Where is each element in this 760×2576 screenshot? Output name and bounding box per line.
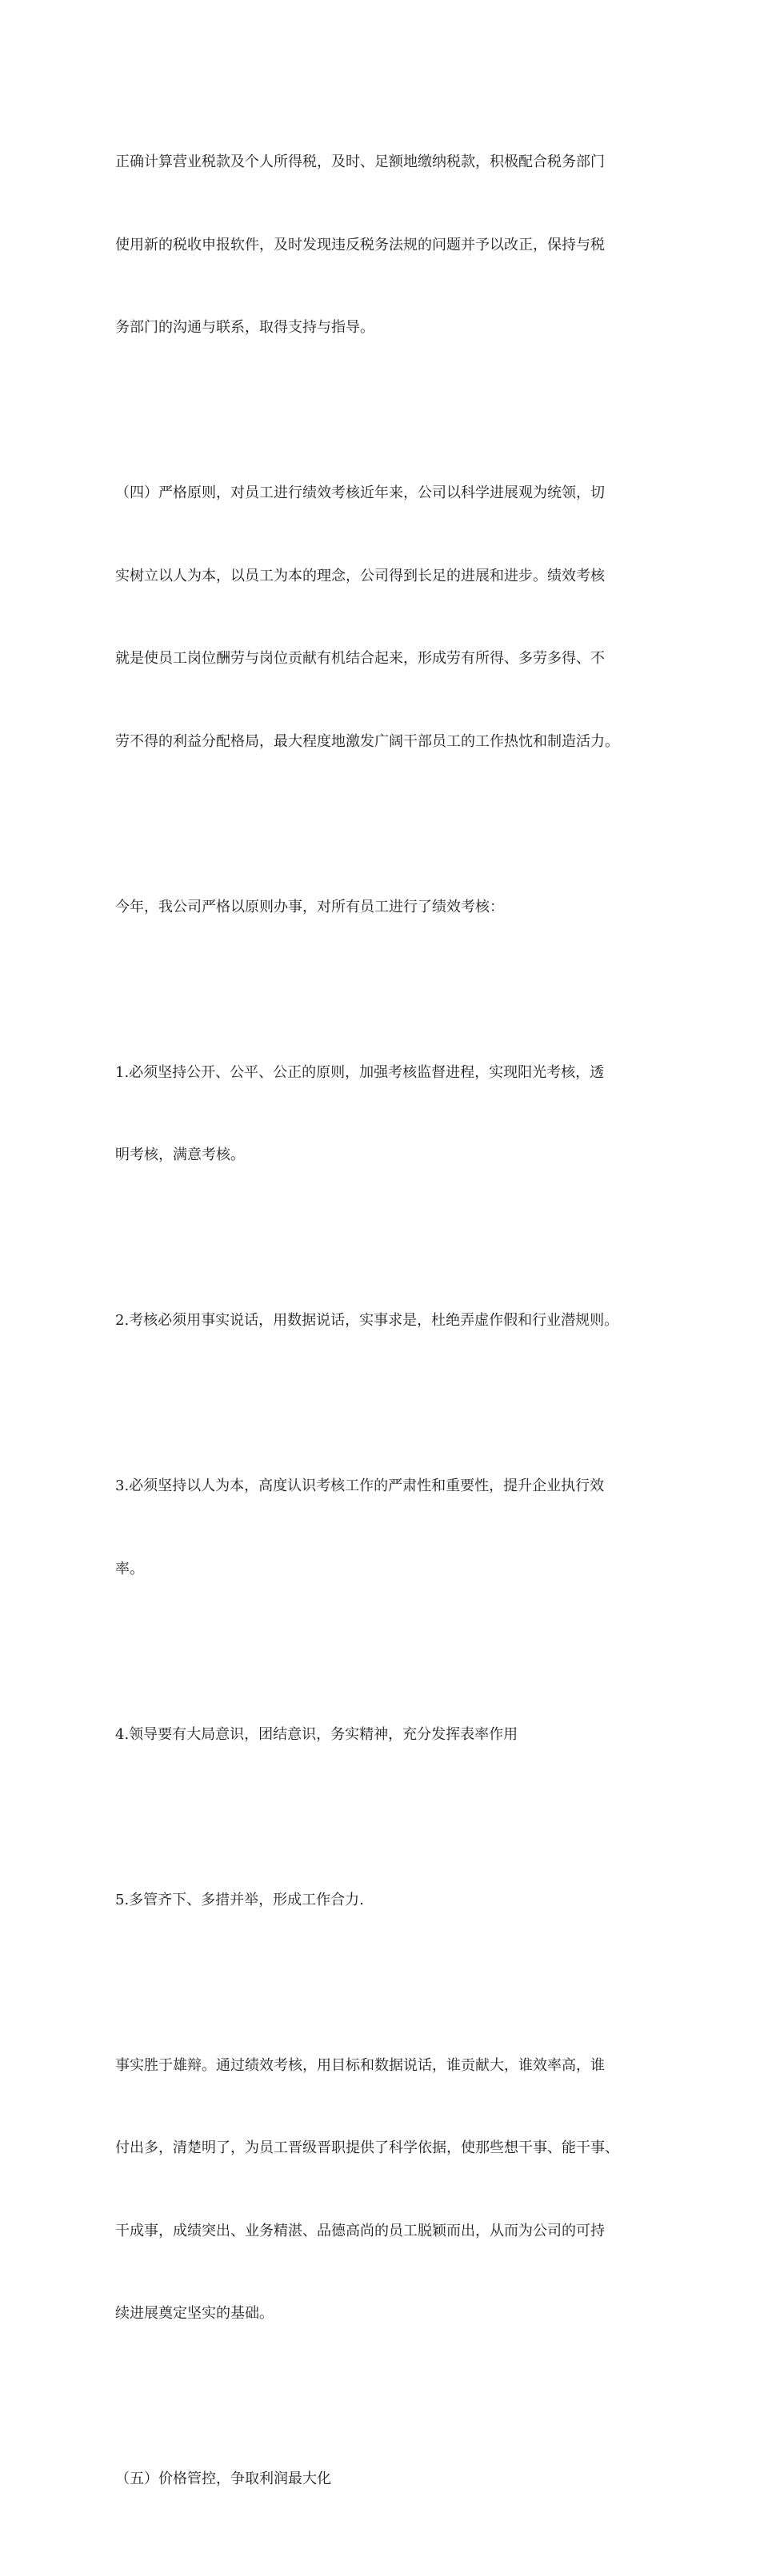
text-line: 2.考核必须用事实说话，用数据说话，实事求是，杜绝弄虚作假和行业潜规则。 bbox=[115, 1312, 619, 1329]
text-line: 使用新的税收申报软件，及时发现违反税务法规的问题并予以改正，保持与税 bbox=[115, 236, 605, 253]
text-line: 4.领导要有大局意识，团结意识，务实精神，充分发挥表率作用 bbox=[115, 1725, 518, 1743]
list-item-4 bbox=[115, 1666, 653, 1804]
text-line: 事实胜于雄辩。通过绩效考核，用目标和数据说话，谁贡献大，谁效率高，谁 bbox=[115, 2056, 605, 2074]
document-body bbox=[115, 94, 653, 2576]
text-line: 付出多，清楚明了，为员工晋级晋职提供了科学依据，使那些想干事、能干事、 bbox=[115, 2139, 619, 2156]
text-line: 1.必须坚持公开、公平、公正的原则，加强考核监督进程，实现阳光考核，透 bbox=[115, 1063, 605, 1081]
text-line: （五）价格管控，争取利润最大化 bbox=[115, 2470, 331, 2487]
text-line: 务部门的沟通与联系，取得支持与指导。 bbox=[115, 319, 374, 336]
text-line: 正确计算营业税款及个人所得税，及时、足额地缴纳税款，积极配合税务部门 bbox=[115, 154, 605, 170]
paragraph-this-year bbox=[115, 839, 653, 977]
text-line: （四）严格原则，对员工进行绩效考核近年来，公司以科学进展观为统领，切 bbox=[115, 484, 605, 501]
text-line: 5.多管齐下、多措并举，形成工作合力. bbox=[115, 1891, 364, 1908]
text-line: 续进展奠定坚实的基础。 bbox=[115, 2305, 274, 2322]
paragraph-section-four bbox=[115, 425, 653, 811]
list-item-1 bbox=[115, 1004, 653, 1225]
list-item-5 bbox=[115, 1832, 653, 1970]
list-item-3 bbox=[115, 1418, 653, 1638]
list-item-2 bbox=[115, 1252, 653, 1390]
text-line: 率。 bbox=[115, 1560, 144, 1577]
text-line: 就是使员工岗位酬劳与岗位贡献有机结合起来，形成劳有所得、多劳多得、不 bbox=[115, 650, 605, 667]
text-line: 3.必须坚持以人为本，高度认识考核工作的严肃性和重要性，提升企业执行效 bbox=[115, 1477, 605, 1494]
section-heading-five bbox=[115, 2411, 653, 2549]
text-line: 劳不得的利益分配格局，最大程度地激发广阔干部员工的工作热忱和制造活力。 bbox=[115, 732, 619, 750]
text-line: 实树立以人为本，以员工为本的理念，公司得到长足的进展和进步。绩效考核 bbox=[115, 567, 605, 584]
text-line: 干成事，成绩突出、业务精湛、品德高尚的员工脱颖而出，从而为公司的可持 bbox=[115, 2222, 605, 2239]
text-line: 今年，我公司严格以原则办事，对所有员工进行了绩效考核： bbox=[115, 898, 504, 915]
text-line: 明考核，满意考核。 bbox=[115, 1146, 245, 1163]
paragraph-tax-payment bbox=[115, 94, 653, 397]
paragraph-conclusion bbox=[115, 1997, 653, 2383]
